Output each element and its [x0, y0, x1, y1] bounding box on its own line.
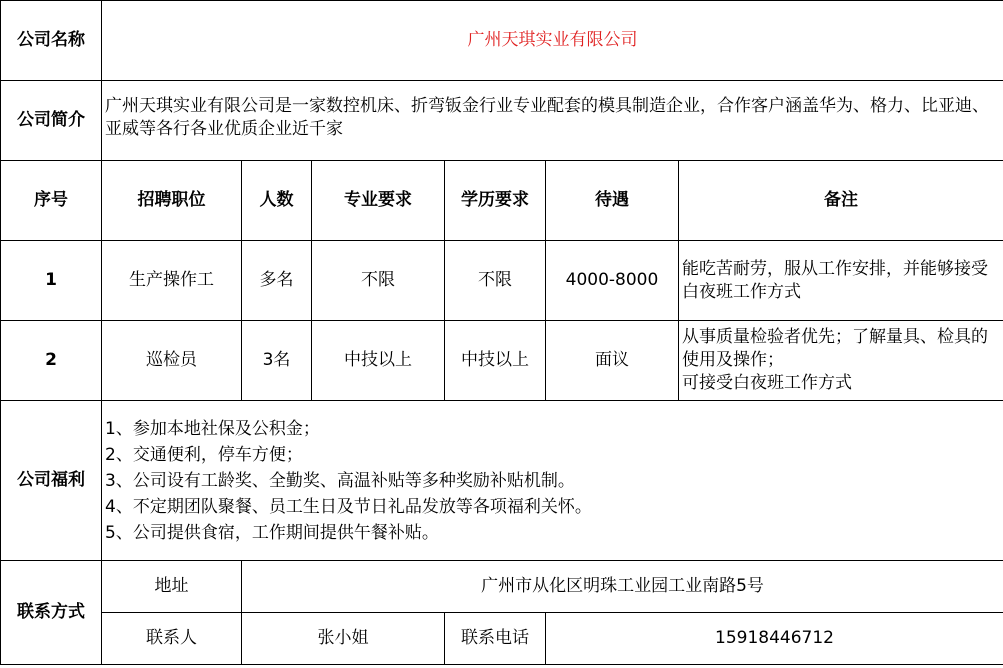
row-salary: 4000-8000 [546, 241, 679, 321]
row-position: 巡检员 [102, 321, 242, 401]
person-value: 张小姐 [242, 613, 445, 665]
welfare-item: 3、公司设有工龄奖、全勤奖、高温补贴等多种奖励补贴机制。 [105, 470, 575, 491]
header-count: 人数 [242, 161, 312, 241]
header-no: 序号 [1, 161, 102, 241]
header-remark: 备注 [679, 161, 1003, 241]
contact-address-row [1, 561, 1003, 613]
header-major: 专业要求 [312, 161, 445, 241]
row-education: 不限 [445, 241, 546, 321]
header-position: 招聘职位 [102, 161, 242, 241]
welfare-list [102, 401, 1003, 561]
row-no: 1 [1, 241, 102, 321]
phone-label: 联系电话 [445, 613, 546, 665]
company-intro-label: 公司简介 [1, 81, 102, 161]
row-education: 中技以上 [445, 321, 546, 401]
company-intro: 广州天琪实业有限公司是一家数控机床、折弯钣金行业专业配套的模具制造企业，合作客户涵盖华为、格力、比亚迪、亚威等各行各业优质企业近千家 [102, 81, 1003, 161]
row-no: 2 [1, 321, 102, 401]
company-intro-row [1, 81, 1003, 161]
welfare-row [1, 401, 1003, 561]
row-count: 3名 [242, 321, 312, 401]
company-name-row [1, 1, 1003, 81]
row-position: 生产操作工 [102, 241, 242, 321]
welfare-item: 4、不定期团队聚餐、员工生日及节日礼品发放等各项福利关怀。 [105, 496, 592, 517]
welfare-item: 1、参加本地社保及公积金； [105, 418, 320, 439]
row-remark: 能吃苦耐劳，服从工作安排，并能够接受白夜班工作方式 [679, 241, 1003, 321]
phone-value: 15918446712 [546, 613, 1003, 665]
remark-line: 可接受白夜班工作方式 [682, 373, 852, 393]
header-salary: 待遇 [546, 161, 679, 241]
company-name: 广州天琪实业有限公司 [102, 1, 1003, 81]
table-row [1, 241, 1003, 321]
remark-line: 从事质量检验者优先；了解量具、检具的使用及操作； [682, 327, 988, 370]
company-name-label: 公司名称 [1, 1, 102, 81]
address-value: 广州市从化区明珠工业园工业南路5号 [242, 561, 1003, 613]
welfare-label: 公司福利 [1, 401, 102, 561]
address-label: 地址 [102, 561, 242, 613]
welfare-item: 2、交通便利，停车方便； [105, 444, 303, 465]
person-label: 联系人 [102, 613, 242, 665]
row-major: 不限 [312, 241, 445, 321]
contact-label: 联系方式 [1, 561, 102, 665]
row-major: 中技以上 [312, 321, 445, 401]
row-remark [679, 321, 1003, 401]
jobs-header-row [1, 161, 1003, 241]
contact-person-row [1, 613, 1003, 665]
row-salary: 面议 [546, 321, 679, 401]
welfare-item: 5、公司提供食宿，工作期间提供午餐补贴。 [105, 522, 439, 543]
row-count: 多名 [242, 241, 312, 321]
table-row [1, 321, 1003, 401]
header-education: 学历要求 [445, 161, 546, 241]
